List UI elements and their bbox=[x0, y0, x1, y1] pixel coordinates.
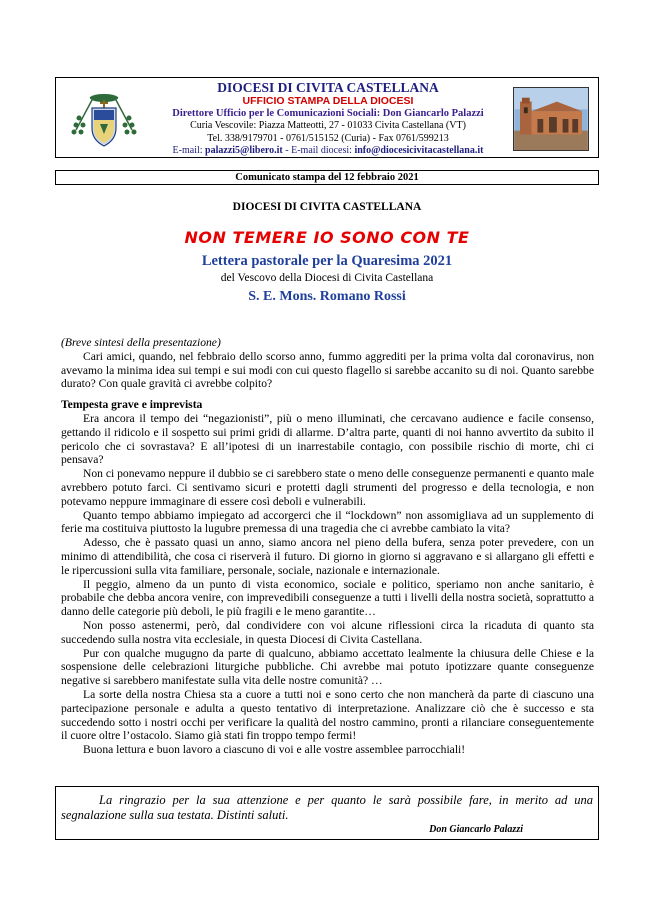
email-separator: - E-mail diocesi: bbox=[282, 145, 352, 156]
address-line: Curia Vescovile: Piazza Matteotti, 27 - 01033 Civita Castellana (VT) bbox=[190, 120, 466, 131]
paragraph: Non ci ponevamo neppure il dubbio se ci sarebbero state o meno delle conseguenze permanenti e quanto male avrebbero potuto farci. Ci sentivamo sicuri e protetti dagli strumenti del progresso e della tecnologia, e non potevamo neppure immaginare di essere così deboli e vulnerabili. bbox=[61, 467, 594, 508]
letterhead-text bbox=[152, 80, 504, 158]
intro-note: (Breve sintesi della presentazione) bbox=[61, 336, 221, 349]
paragraph: Quanto tempo abbiamo impiegato ad accorgerci che il “lockdown” non assomigliava ad un supplemento di ferie ma costituiva piuttosto la lugubre premessa di una tragedia che ci avrebbe cambiato la vita? bbox=[61, 508, 594, 536]
press-office-title: UFFICIO STAMPA DELLA DIOCESI bbox=[242, 95, 414, 107]
paragraph: Non posso astenermi, però, dal condividere con voi alcune riflessioni circa la ricaduta di quanto sta succedendo sulla nostra vita ecclesiale, in questa Diocesi di Civita Castellana. bbox=[61, 618, 594, 646]
cathedral-photo bbox=[513, 87, 589, 151]
email-line bbox=[152, 145, 504, 158]
paragraph: Pur con qualche mugugno da parte di qualcuno, abbiamo accettato lealmente la chiusura delle Chiese e la sospensione delle celebrazioni liturgiche pubbliche. Chi avrebbe mai potuto ipotizzare quante conseguenze negative si sarebbero manifestate sulla vita delle nostre comunità? … bbox=[61, 646, 594, 688]
paragraph: Il peggio, almeno da un punto di vista economico, sociale e politico, speriamo non anche sanitario, è probabile che debba ancora venire, con imprevedibili conseguenze a tutti i livelli della nostra società, soprattutto a danno delle categorie più deboli, le più fragili e le meno garantite… bbox=[61, 577, 594, 619]
paragraph: Adesso, che è passato quasi un anno, siamo ancora nel pieno della bufera, senza poter prevedere, con un minimo di attendibilità, che cosa ci riserverà il futuro. Di giorno in giorno si aggravano e si allargano gli effetti e le ripercussioni sulla vita familiare, personale, sociale, nazionale e internazionale. bbox=[61, 536, 594, 577]
letterhead bbox=[55, 77, 599, 158]
cathedral-icon bbox=[514, 88, 588, 150]
letter-subline: del Vescovo della Diocesi di Civita Castellana bbox=[220, 272, 434, 284]
signature: Don Giancarlo Palazzi bbox=[429, 824, 523, 835]
press-release-date: Comunicato stampa del 12 febbraio 2021 bbox=[55, 170, 599, 185]
section-heading: Tempesta grave e imprevista bbox=[61, 398, 203, 412]
bishop-crest-icon bbox=[70, 90, 138, 148]
email-label: E-mail: bbox=[172, 145, 203, 156]
paragraph: Cari amici, quando, nel febbraio dello scorso anno, fummo aggrediti per la prima volta dal coronavirus, non avevamo la minima idea sui tempi e sui modi con cui questo flagello si sarebbe accanito su di noi. Quanto sarebbe durato? Con quale gravità ci avrebbe colpito? bbox=[61, 349, 594, 391]
paragraph: Era ancora il tempo dei “negazionisti”, più o meno illuminati, che cercavano audience e facile consenso, gettando il ridicolo e il sospetto sui primi gridi di allarme. D’altra parte, quanti di noi hanno avvertito da subito il pericolo che ci sovrastava? E all’ipotesi di un inarrestabile contagio, con possibile rischio di morte, chi ci pensava? bbox=[61, 411, 594, 467]
letter-body bbox=[61, 336, 594, 757]
paragraph: La sorte della nostra Chiesa sta a cuore a tutti noi e sono certo che non mancherà da parte di ciascuno una partecipazione personale e adulta a questo tentativo di interpretazione. Analizzare ciò che è successo e sta succedendo sotto i nostri occhi per verificare la qualità del nostro cammino, pronti a rilanciare conseguentemente il cuore oltre l’ostacolo. Siamo già stati fin troppo tempo fermi! bbox=[61, 687, 594, 743]
diocese-heading: DIOCESI DI CIVITA CASTELLANA bbox=[232, 201, 422, 213]
closing-text: La ringrazio per la sua attenzione e per quanto le sarà possibile fare, in merito ad una segnalazione sulla sua testata. Distinti saluti. bbox=[61, 793, 593, 822]
paragraph: Buona lettura e buon lavoro a ciascuno di voi e alle vostre assemblee parrocchiali! bbox=[83, 743, 466, 757]
diocese-title: DIOCESI DI CIVITA CASTELLANA bbox=[217, 80, 439, 95]
letter-subtitle: Lettera pastorale per la Quaresima 2021 bbox=[201, 253, 453, 269]
closing-box bbox=[55, 786, 599, 840]
director-line: Direttore Ufficio per le Comunicazioni Sociali: Don Giancarlo Palazzi bbox=[172, 108, 484, 119]
diocese-email-link[interactable]: info@diocesicivitacastellana.it bbox=[354, 145, 484, 156]
email-link[interactable]: palazzi5@libero.it bbox=[205, 145, 283, 156]
letter-author: S. E. Mons. Romano Rossi bbox=[248, 289, 406, 304]
main-title: NON TEMERE IO SONO CON TE bbox=[184, 228, 470, 247]
phone-line: Tel. 338/9179701 - 0761/515152 (Curia) - Fax 0761/599213 bbox=[207, 132, 449, 144]
